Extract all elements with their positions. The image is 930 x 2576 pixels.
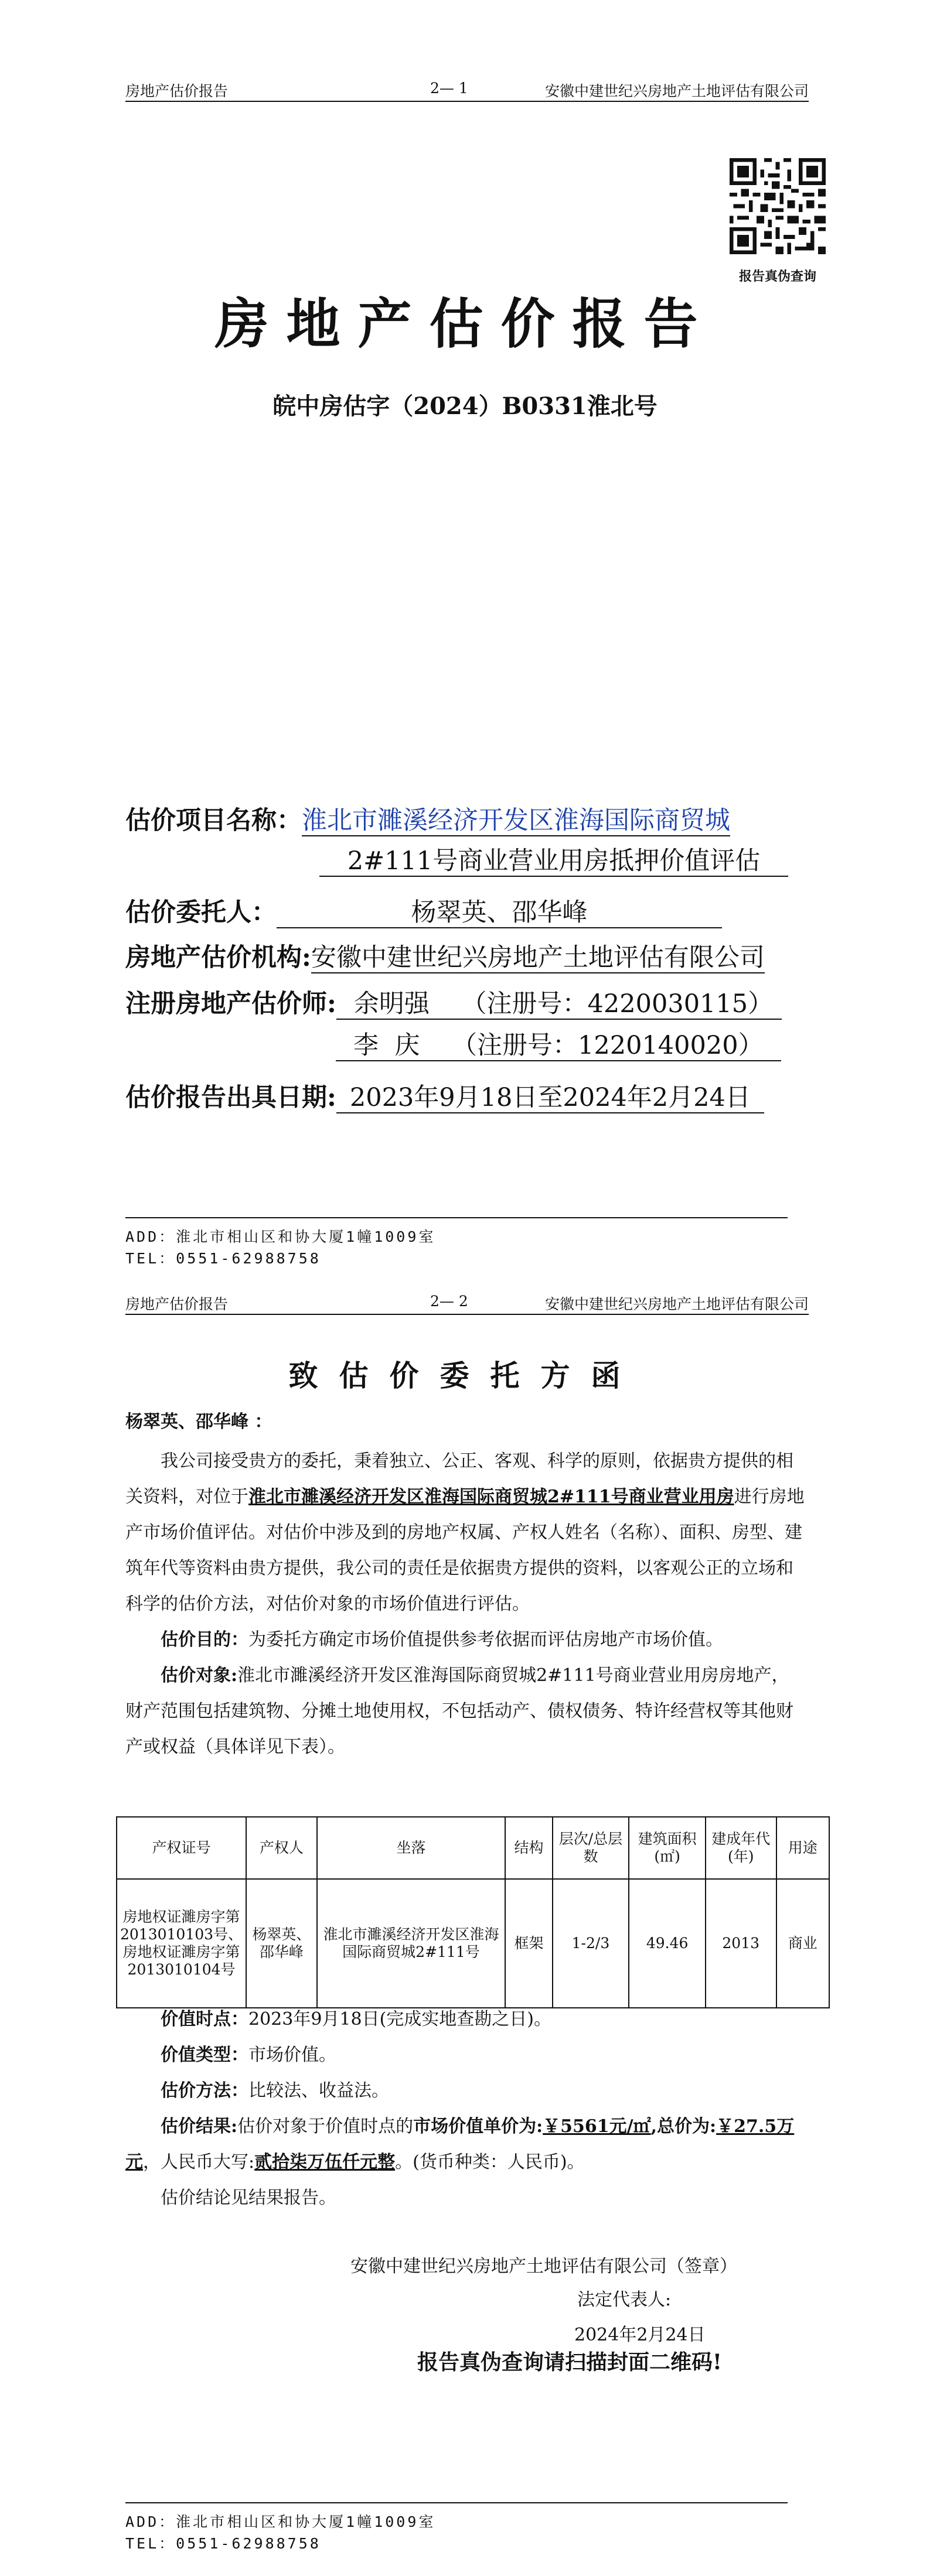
currency-text: 。(货币种类：人民币)。 bbox=[395, 2152, 585, 2172]
appraiser-row bbox=[125, 984, 782, 1020]
letter-title: 致估价委托方函 bbox=[288, 1358, 642, 1393]
sign-date: 2024年2月24日 bbox=[574, 2325, 706, 2345]
client-label: 估价委托人： bbox=[125, 898, 277, 927]
intro-address: 淮北市濉溪经济开发区淮海国际商贸城2#111号商业营业用房 bbox=[248, 1487, 734, 1507]
footer-tel: TEL：0551-62988758 bbox=[125, 2535, 321, 2552]
company-seal: 安徽中建世纪兴房地产土地评估有限公司（签章） bbox=[350, 2256, 737, 2277]
header-right: 安徽中建世纪兴房地产土地评估有限公司 bbox=[544, 83, 809, 100]
rmb-upper: 贰拾柒万伍仟元整 bbox=[254, 2152, 396, 2172]
footer bbox=[125, 2511, 435, 2554]
header-cell: 坐落 bbox=[317, 1817, 506, 1879]
date-label: 估价报告出具日期: bbox=[125, 1083, 336, 1112]
date-value: 2023年9月18日至2024年2月24日 bbox=[336, 1084, 764, 1113]
value-time-text: 2023年9月18日(完成实地查勘之日)。 bbox=[248, 2009, 552, 2030]
agency-value: 安徽中建世纪兴房地产土地评估有限公司 bbox=[311, 944, 765, 973]
rmb-label: ，人民币大写: bbox=[143, 2152, 255, 2172]
report-title: 房地产估价报告 bbox=[214, 292, 716, 356]
table-header-row bbox=[117, 1817, 829, 1879]
letter-body-2 bbox=[125, 2001, 805, 2216]
project-value-line1: 淮北市濉溪经济开发区淮海国际商贸城 bbox=[302, 807, 730, 836]
unit-price-label: 市场价值单价为: bbox=[413, 2116, 543, 2137]
project-name-row bbox=[125, 801, 730, 836]
header-cell: 建筑面积(㎡) bbox=[629, 1817, 706, 1879]
cell-location: 淮北市濉溪经济开发区淮海国际商贸城2#111号 bbox=[317, 1879, 506, 2008]
cell-floors: 1-2/3 bbox=[553, 1879, 629, 2008]
header-cell: 产权人 bbox=[246, 1817, 317, 1879]
appraiser-1: 余明强 （注册号：4220030115） bbox=[336, 990, 782, 1020]
total-price-label: ,总价为: bbox=[650, 2116, 717, 2137]
header-cell: 产权证号 bbox=[117, 1817, 246, 1879]
document-number: 皖中房估字（2024）B0331淮北号 bbox=[272, 392, 658, 420]
property-table bbox=[116, 1816, 830, 2008]
value-time-paragraph bbox=[125, 2001, 805, 2037]
footer-address: ADD：淮北市相山区和协大厦1幢1009室 bbox=[125, 1228, 436, 1245]
method-label: 估价方法： bbox=[161, 2080, 248, 2101]
addressee: 杨翠英、邵华峰 ： bbox=[125, 1412, 272, 1432]
table-row bbox=[117, 1879, 829, 2008]
cell-area: 49.46 bbox=[629, 1879, 706, 2008]
method-text: 比较法、收益法。 bbox=[248, 2080, 389, 2101]
date-row bbox=[125, 1078, 764, 1113]
header-left: 房地产估价报告 bbox=[125, 1296, 229, 1313]
letter-body bbox=[125, 1404, 805, 1765]
total-price: ￥27.5万元 bbox=[125, 2116, 795, 2172]
appraiser-row-2 bbox=[336, 1031, 781, 1061]
appraiser-2: 李 庆 （注册号：1220140020） bbox=[336, 1031, 781, 1061]
value-type-text: 市场价值。 bbox=[248, 2045, 336, 2065]
cell-use: 商业 bbox=[776, 1879, 829, 2008]
result-label: 估价结果: bbox=[161, 2116, 238, 2137]
legal-representative: 法定代表人: bbox=[577, 2290, 672, 2310]
object-paragraph bbox=[125, 1658, 805, 1765]
result-text: 估价对象于价值时点的 bbox=[237, 2116, 414, 2137]
project-name-row-2 bbox=[319, 846, 788, 877]
agency-label: 房地产估价机构: bbox=[125, 943, 311, 972]
method-paragraph bbox=[125, 2073, 805, 2109]
verify-note: 报告真伪查询请扫描封面二维码! bbox=[417, 2350, 722, 2375]
header-cell: 建成年代(年) bbox=[706, 1817, 776, 1879]
header-cell: 层次/总层数 bbox=[553, 1817, 629, 1879]
object-label: 估价对象: bbox=[161, 1665, 238, 1686]
object-text: 淮北市濉溪经济开发区淮海国际商贸城2#111号商业营业用房房地产，财产范围包括建筑物、分摊土地使用权，不包括动产、债权债务、特许经营权等其他财产或权益（具体详见下表）。 bbox=[125, 1665, 793, 1757]
cell-year: 2013 bbox=[706, 1879, 776, 2008]
project-value-line2: 2#111号商业营业用房抵押价值评估 bbox=[319, 847, 788, 877]
footer-rule bbox=[125, 2502, 788, 2503]
header-cell: 结构 bbox=[505, 1817, 552, 1879]
unit-price: ￥5561元/㎡ bbox=[543, 2116, 651, 2137]
value-type-label: 价值类型： bbox=[161, 2045, 248, 2065]
running-header bbox=[125, 80, 809, 102]
cell-cert-no: 房地权证濉房字第2013010103号、房地权证濉房字第2013010104号 bbox=[117, 1879, 246, 2008]
appraiser-label: 注册房地产估价师: bbox=[125, 989, 336, 1019]
value-time-label: 价值时点： bbox=[161, 2009, 248, 2030]
cell-owner: 杨翠英、邵华峰 bbox=[246, 1879, 317, 2008]
running-header bbox=[125, 1293, 809, 1315]
qr-code-icon[interactable] bbox=[730, 158, 826, 254]
project-label: 估价项目名称： bbox=[125, 806, 302, 835]
client-value: 杨翠英、邵华峰 bbox=[277, 898, 722, 928]
footer-tel: TEL：0551-62988758 bbox=[125, 1250, 321, 1267]
intro-text-a: 我公司接受贵方的委托，秉着独立、公正、客观、科学的原则，依据贵方提供的相关资料，对位于 bbox=[125, 1451, 793, 1507]
conclusion-paragraph bbox=[125, 2180, 805, 2216]
qr-caption: 报告真伪查询 bbox=[738, 269, 816, 284]
value-type-paragraph bbox=[125, 2037, 805, 2073]
footer-address: ADD：淮北市相山区和协大厦1幢1009室 bbox=[125, 2513, 436, 2530]
header-page-number: 2— 1 bbox=[430, 80, 468, 97]
letter-page bbox=[0, 1288, 930, 2576]
agency-row bbox=[125, 938, 765, 973]
header-left: 房地产估价报告 bbox=[125, 83, 229, 100]
header-right: 安徽中建世纪兴房地产土地评估有限公司 bbox=[544, 1296, 809, 1313]
intro-paragraph bbox=[125, 1443, 805, 1622]
result-paragraph bbox=[125, 2109, 805, 2180]
footer-rule bbox=[125, 1217, 788, 1218]
purpose-label: 估价目的： bbox=[161, 1629, 248, 1650]
cell-structure: 框架 bbox=[505, 1879, 552, 2008]
intro-text-b: 进行房地产市场价值评估。对估价中涉及到的房地产权属、产权人姓名（名称）、面积、房型、建筑年代等资料由贵方提供，我公司的责任是依据贵方提供的资料，以客观公正的立场和科学的估价方法，对估价对象的市场价值进行评估。 bbox=[125, 1487, 805, 1614]
header-page-number: 2— 2 bbox=[430, 1293, 468, 1310]
purpose-paragraph bbox=[125, 1622, 805, 1658]
client-row bbox=[125, 893, 722, 928]
conclusion-text: 估价结论见结果报告。 bbox=[161, 2188, 336, 2208]
footer bbox=[125, 1226, 435, 1269]
header-cell: 用途 bbox=[776, 1817, 829, 1879]
purpose-text: 为委托方确定市场价值提供参考依据而评估房地产市场价值。 bbox=[248, 1629, 723, 1650]
